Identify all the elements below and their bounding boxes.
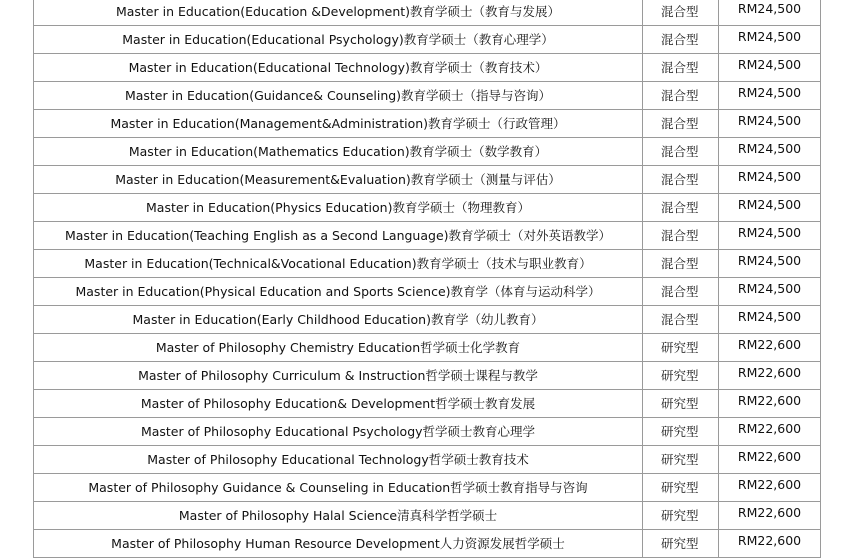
table-row	[34, 0, 821, 26]
program-type-cell: 混合型	[643, 222, 719, 250]
programs-table	[33, 0, 821, 558]
program-type-cell: 研究型	[643, 418, 719, 446]
program-type-cell: 混合型	[643, 0, 719, 26]
tuition-fee-cell: RM22,600	[719, 471, 821, 499]
program-name-cell: Master in Education(Physical Education and Sports Science)教育学（体育与运动科学）	[34, 278, 643, 306]
table-row	[34, 194, 821, 222]
program-type-cell: 研究型	[643, 362, 719, 390]
program-name-cell: Master of Philosophy Chemistry Education哲学硕士化学教育	[34, 334, 643, 362]
program-name-cell: Master in Education(Measurement&Evaluation)教育学硕士（测量与评估）	[34, 166, 643, 194]
program-type-cell: 混合型	[643, 82, 719, 110]
program-name-cell: Master of Philosophy Educational Psychology哲学硕士教育心理学	[34, 418, 643, 446]
program-type-cell: 混合型	[643, 306, 719, 334]
tuition-fee-cell: RM24,500	[719, 0, 821, 23]
table-row	[34, 446, 821, 474]
tuition-fee-cell: RM22,600	[719, 443, 821, 471]
tuition-fee-cell: RM22,600	[719, 527, 821, 555]
table-row	[34, 502, 821, 530]
program-name-cell: Master of Philosophy Curriculum & Instruction哲学硕士课程与教学	[34, 362, 643, 390]
program-type-cell: 研究型	[643, 446, 719, 474]
tuition-fee-cell: RM24,500	[719, 51, 821, 79]
program-type-cell: 研究型	[643, 502, 719, 530]
programs-table-body	[34, 0, 821, 558]
program-type-cell: 混合型	[643, 110, 719, 138]
table-row	[34, 250, 821, 278]
program-name-cell: Master in Education(Teaching English as a Second Language)教育学硕士（对外英语教学）	[34, 222, 643, 250]
program-type-cell: 研究型	[643, 474, 719, 502]
tuition-fee-cell: RM24,500	[719, 219, 821, 247]
program-type-cell: 研究型	[643, 530, 719, 558]
program-name-cell: Master in Education(Educational Psychology)教育学硕士（教育心理学）	[34, 26, 643, 54]
tuition-fee-cell: RM22,600	[719, 359, 821, 387]
table-row	[34, 334, 821, 362]
program-name-cell: Master of Philosophy Guidance & Counseling in Education哲学硕士教育指导与咨询	[34, 474, 643, 502]
program-type-cell: 混合型	[643, 250, 719, 278]
program-type-cell: 混合型	[643, 166, 719, 194]
table-row	[34, 362, 821, 390]
tuition-fee-cell: RM24,500	[719, 107, 821, 135]
program-name-cell: Master in Education(Education &Development)教育学硕士（教育与发展）	[34, 0, 643, 26]
program-type-cell: 混合型	[643, 26, 719, 54]
table-row	[34, 278, 821, 306]
program-name-cell: Master of Philosophy Human Resource Development人力资源发展哲学硕士	[34, 530, 643, 558]
program-type-cell: 研究型	[643, 390, 719, 418]
table-row	[34, 222, 821, 250]
tuition-fee-cell: RM24,500	[719, 247, 821, 275]
tuition-fee-cell: RM24,500	[719, 23, 821, 51]
tuition-fee-cell: RM24,500	[719, 135, 821, 163]
program-name-cell: Master in Education(Early Childhood Education)教育学（幼儿教育）	[34, 306, 643, 334]
tuition-fee-cell: RM24,500	[719, 275, 821, 303]
table-row	[34, 138, 821, 166]
tuition-fee-cell: RM22,600	[719, 415, 821, 443]
table-row	[34, 474, 821, 502]
tuition-fee-cell: RM22,600	[719, 387, 821, 415]
table-row	[34, 110, 821, 138]
tuition-fee-cell: RM22,600	[719, 331, 821, 359]
table-row	[34, 306, 821, 334]
program-name-cell: Master in Education(Management&Administration)教育学硕士（行政管理）	[34, 110, 643, 138]
program-type-cell: 混合型	[643, 54, 719, 82]
program-name-cell: Master in Education(Guidance& Counseling)教育学硕士（指导与咨询）	[34, 82, 643, 110]
program-name-cell: Master of Philosophy Education& Development哲学硕士教育发展	[34, 390, 643, 418]
program-type-cell: 混合型	[643, 194, 719, 222]
program-type-cell: 混合型	[643, 138, 719, 166]
program-type-cell: 研究型	[643, 334, 719, 362]
table-row	[34, 418, 821, 446]
program-name-cell: Master in Education(Physics Education)教育学硕士（物理教育）	[34, 194, 643, 222]
tuition-fee-cell: RM24,500	[719, 79, 821, 107]
program-name-cell: Master of Philosophy Halal Science清真科学哲学硕士	[34, 502, 643, 530]
program-name-cell: Master in Education(Mathematics Education)教育学硕士（数学教育）	[34, 138, 643, 166]
table-row	[34, 82, 821, 110]
program-name-cell: Master in Education(Technical&Vocational Education)教育学硕士（技术与职业教育）	[34, 250, 643, 278]
tuition-fee-cell: RM24,500	[719, 163, 821, 191]
table-row	[34, 26, 821, 54]
program-name-cell: Master of Philosophy Educational Technology哲学硕士教育技术	[34, 446, 643, 474]
program-type-cell: 混合型	[643, 278, 719, 306]
table-row	[34, 54, 821, 82]
table-row	[34, 530, 821, 558]
tuition-fee-cell: RM22,600	[719, 499, 821, 527]
tuition-fee-cell: RM24,500	[719, 303, 821, 331]
tuition-fee-cell: RM24,500	[719, 191, 821, 219]
table-row	[34, 166, 821, 194]
table-row	[34, 390, 821, 418]
program-name-cell: Master in Education(Educational Technology)教育学硕士（教育技术）	[34, 54, 643, 82]
